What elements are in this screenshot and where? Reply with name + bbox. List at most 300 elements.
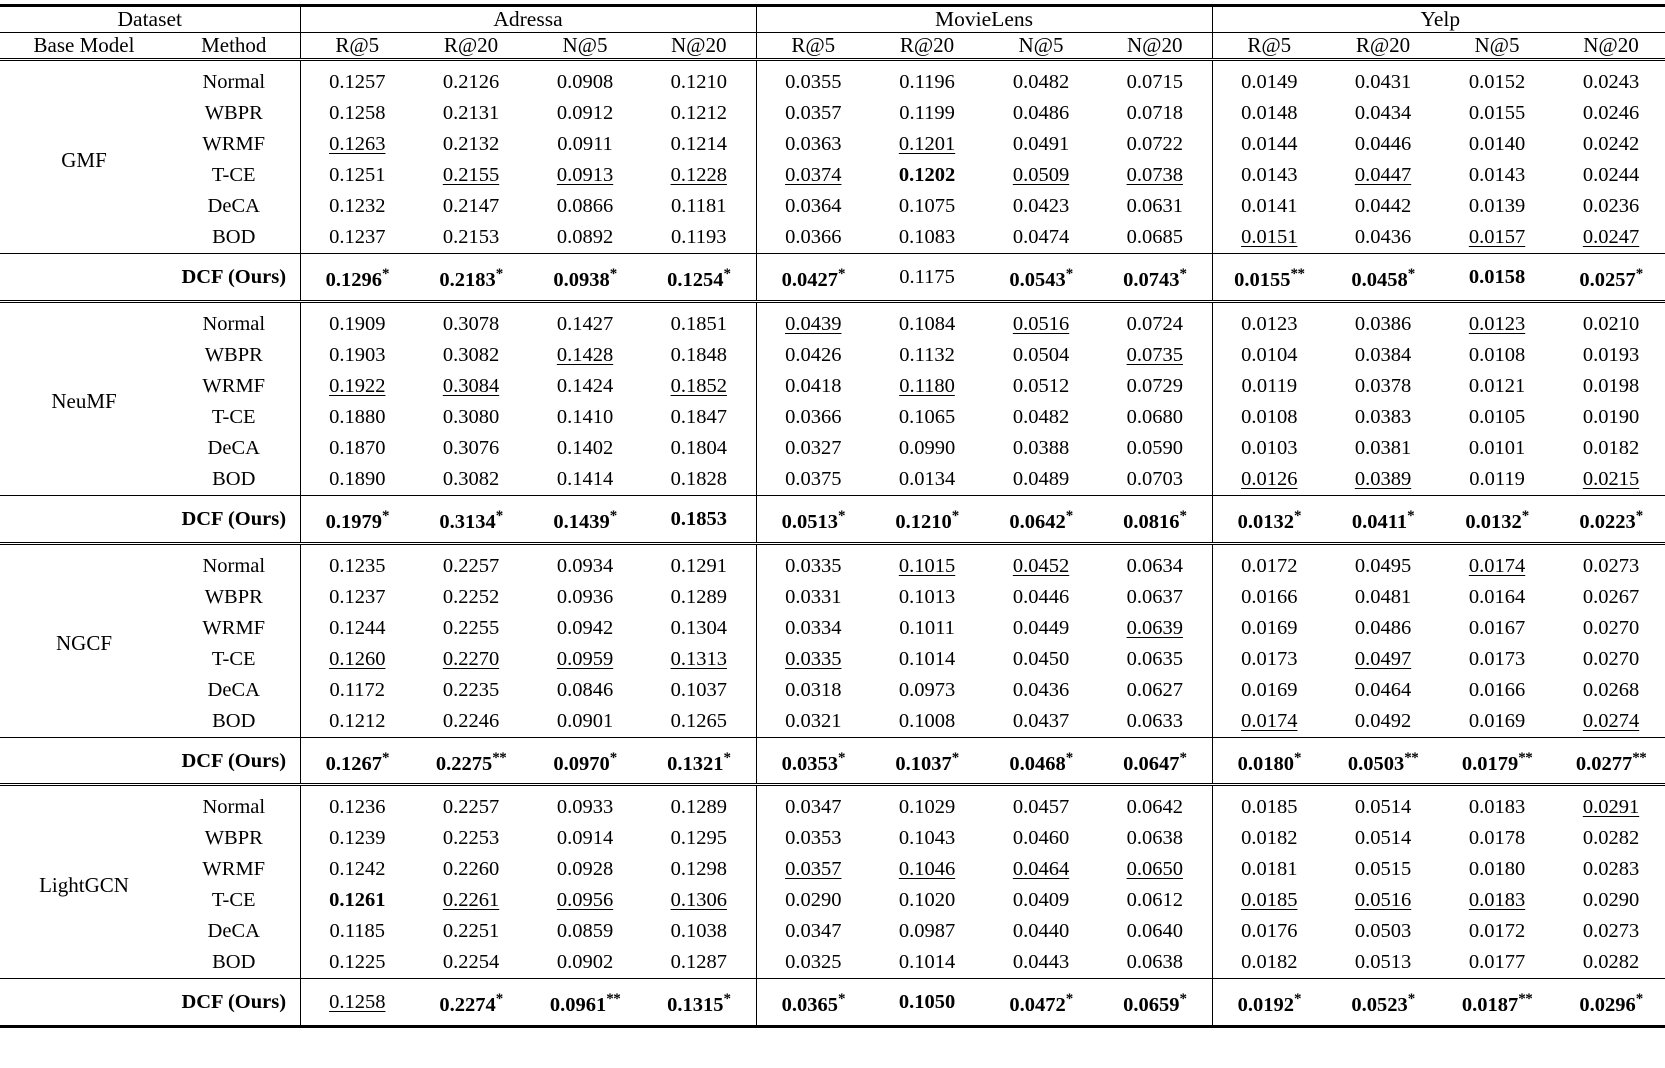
- metric-value: 0.0277: [1575, 752, 1633, 775]
- metric-value: 0.0151: [1241, 226, 1298, 248]
- metric-value: 0.0183: [1468, 796, 1526, 819]
- metric-cell: [984, 885, 1098, 916]
- metric-value: 0.0169: [1241, 616, 1298, 639]
- significance-marker: *: [1635, 507, 1643, 524]
- metric-value: 0.0180: [1237, 752, 1294, 775]
- method-cell-ours: DCF (Ours): [168, 254, 300, 302]
- metric-value: 0.0503: [1347, 752, 1405, 775]
- group-header-yelp: Yelp: [1212, 6, 1665, 33]
- metric-cell: [1440, 916, 1554, 947]
- method-cell: DeCA: [207, 678, 260, 701]
- metric-value: 0.1202: [898, 164, 956, 186]
- metric-cell: [300, 129, 414, 160]
- metric-cell: [1440, 301, 1554, 340]
- metric-value: 0.0446: [1354, 133, 1412, 155]
- metric-value: 0.1903: [329, 343, 386, 366]
- metric-cell: [1440, 191, 1554, 222]
- metric-cell: [984, 60, 1098, 99]
- metric-value: 0.1321: [667, 752, 724, 775]
- metric-value: 0.1210: [670, 71, 727, 93]
- metric-cell: [756, 495, 870, 543]
- metric-value: 0.0296: [1579, 994, 1636, 1017]
- metric-value: 0.0257: [1579, 268, 1636, 291]
- metric-cell: [414, 706, 528, 738]
- metric-cell: [1554, 675, 1665, 706]
- metric-cell: [984, 644, 1098, 675]
- metric-cell: [1554, 543, 1665, 582]
- metric-value: 0.0148: [1241, 102, 1298, 124]
- metric-cell: [1440, 675, 1554, 706]
- metric-cell: [1326, 222, 1440, 254]
- metric-value: 0.0437: [1012, 709, 1070, 732]
- metric-cell: [1554, 785, 1665, 824]
- metric-value: 0.1212: [670, 102, 727, 124]
- metric-value: 0.0355: [785, 71, 842, 93]
- metric-cell: [1098, 371, 1212, 402]
- significance-marker: *: [1407, 266, 1415, 282]
- significance-marker: *: [837, 991, 845, 1008]
- metric-cell: [1554, 854, 1665, 885]
- method-cell: T-CE: [211, 164, 256, 186]
- metric-cell: [1098, 98, 1212, 129]
- significance-marker: *: [381, 266, 389, 282]
- metric-value: 0.0290: [785, 889, 842, 912]
- metric-cell: [1212, 613, 1326, 644]
- metric-cell: [642, 371, 756, 402]
- metric-value: 0.0236: [1582, 195, 1640, 217]
- metric-cell: [300, 737, 414, 785]
- metric-value: 0.0126: [1241, 467, 1298, 490]
- metric-value: 0.1193: [670, 226, 727, 248]
- metric-value: 0.0961: [549, 994, 607, 1017]
- significance-marker: *: [495, 507, 503, 524]
- method-cell: Normal: [168, 301, 300, 340]
- metric-value: 0.1258: [329, 102, 386, 124]
- metric-cell: [528, 979, 642, 1027]
- metric-cell: [1212, 433, 1326, 464]
- metric-value: 0.1046: [898, 858, 956, 881]
- metric-cell: [528, 613, 642, 644]
- metric-cell: [756, 947, 870, 979]
- metric-cell: [1326, 706, 1440, 738]
- metric-cell: [756, 340, 870, 371]
- metric-value: 0.1075: [898, 195, 956, 217]
- metric-cell: [642, 301, 756, 340]
- metric-cell: [1212, 402, 1326, 433]
- metric-value: 0.0492: [1354, 709, 1412, 732]
- metric-value: 0.0374: [785, 164, 842, 186]
- metric-value: 0.1313: [670, 647, 727, 670]
- table-header: [0, 6, 1665, 60]
- metric-value: 0.0182: [1241, 827, 1298, 850]
- metric-cell: [1554, 916, 1665, 947]
- metric-cell: [984, 191, 1098, 222]
- table-body: [0, 60, 1665, 1027]
- metric-cell: [870, 785, 984, 824]
- metric-header-movielens-n20: N@20: [1098, 33, 1212, 60]
- metric-value: 0.2153: [442, 226, 500, 248]
- metric-cell: [1326, 979, 1440, 1027]
- table-row: [0, 222, 1665, 254]
- metric-value: 0.0659: [1123, 994, 1180, 1017]
- metric-cell: [1554, 301, 1665, 340]
- metric-cell: [528, 160, 642, 191]
- metric-value: 0.1235: [329, 554, 386, 577]
- metric-value: 0.0516: [1012, 312, 1070, 335]
- metric-value: 0.0631: [1126, 195, 1183, 217]
- metric-value: 0.1014: [898, 647, 956, 670]
- metric-value: 0.2260: [442, 858, 500, 881]
- metric-cell: [414, 979, 528, 1027]
- table-row: [0, 340, 1665, 371]
- metric-cell: [414, 916, 528, 947]
- metric-cell: [984, 582, 1098, 613]
- metric-value: 0.0590: [1126, 436, 1183, 459]
- metric-cell: [870, 675, 984, 706]
- metric-value: 0.0633: [1126, 709, 1183, 732]
- metric-cell: [1440, 495, 1554, 543]
- significance-marker: *: [381, 507, 389, 524]
- metric-value: 0.1852: [670, 374, 727, 397]
- metric-value: 0.1084: [898, 312, 956, 335]
- metric-value: 0.1870: [329, 436, 386, 459]
- metric-value: 0.1185: [329, 920, 386, 943]
- metric-value: 0.0183: [1468, 889, 1526, 912]
- metric-value: 0.0738: [1126, 164, 1183, 186]
- metric-value: 0.3078: [442, 312, 500, 335]
- metric-cell: [300, 947, 414, 979]
- method-cell: BOD: [212, 951, 256, 974]
- metric-value: 0.0182: [1582, 436, 1640, 459]
- significance-marker: **: [1518, 749, 1533, 766]
- metric-value: 0.0638: [1126, 951, 1183, 974]
- metric-cell: [1212, 582, 1326, 613]
- metric-cell: [1554, 737, 1665, 785]
- metric-cell: [642, 644, 756, 675]
- metric-value: 0.1295: [670, 827, 727, 850]
- metric-cell: [528, 785, 642, 824]
- metric-value: 0.1132: [899, 343, 955, 366]
- metric-value: 0.1304: [670, 616, 727, 639]
- metric-value: 0.1015: [898, 554, 956, 577]
- metric-value: 0.0179: [1461, 752, 1519, 775]
- metric-cell: [1554, 464, 1665, 496]
- metric-cell: [414, 222, 528, 254]
- metric-cell: [1440, 785, 1554, 824]
- metric-cell: [300, 854, 414, 885]
- table-row: [0, 613, 1665, 644]
- metric-cell: [414, 98, 528, 129]
- metric-value: 0.0101: [1468, 436, 1526, 459]
- metric-cell: [984, 737, 1098, 785]
- metric-cell: [984, 129, 1098, 160]
- table-row: [0, 191, 1665, 222]
- metric-value: 0.0364: [785, 195, 842, 217]
- metric-value: 0.2252: [442, 585, 500, 608]
- metric-cell: [1326, 60, 1440, 99]
- metric-value: 0.0427: [781, 268, 838, 291]
- metric-cell: [1212, 495, 1326, 543]
- metric-value: 0.0388: [1012, 436, 1070, 459]
- metric-value: 0.0274: [1582, 709, 1640, 732]
- metric-value: 0.0933: [556, 796, 614, 819]
- metric-header-row: [0, 33, 1665, 60]
- metric-value: 0.1851: [670, 312, 727, 335]
- metric-value: 0.1013: [898, 585, 956, 608]
- table-row: [0, 433, 1665, 464]
- metric-value: 0.0411: [1351, 510, 1408, 533]
- metric-cell: [528, 737, 642, 785]
- metric-cell: [1212, 129, 1326, 160]
- metric-value: 0.0936: [556, 585, 614, 608]
- method-cell: WRMF: [202, 133, 266, 155]
- metric-value: 0.1029: [898, 796, 956, 819]
- significance-marker: **: [1404, 749, 1419, 766]
- metric-value: 0.1214: [670, 133, 727, 155]
- metric-value: 0.0268: [1582, 678, 1640, 701]
- metric-value: 0.1172: [329, 678, 386, 701]
- method-cell: T-CE: [211, 647, 256, 670]
- metric-cell: [300, 785, 414, 824]
- metric-value: 0.0357: [785, 102, 842, 124]
- metric-cell: [414, 854, 528, 885]
- method-cell: DeCA: [207, 195, 260, 217]
- metric-value: 0.0291: [1582, 796, 1640, 819]
- metric-value: 0.0486: [1354, 616, 1412, 639]
- significance-marker: *: [495, 991, 503, 1008]
- metric-cell: [642, 737, 756, 785]
- metric-cell: [1326, 675, 1440, 706]
- metric-cell: [1440, 340, 1554, 371]
- table-row: [0, 582, 1665, 613]
- significance-marker: **: [606, 991, 621, 1008]
- metric-value: 0.0282: [1582, 827, 1640, 850]
- metric-cell: [642, 706, 756, 738]
- metric-cell: [1212, 979, 1326, 1027]
- significance-marker: *: [1179, 507, 1187, 524]
- metric-cell: [1212, 191, 1326, 222]
- metric-value: 0.0164: [1468, 585, 1526, 608]
- metric-value: 0.0647: [1123, 752, 1180, 775]
- metric-value: 0.0273: [1582, 920, 1640, 943]
- metric-value: 0.2255: [442, 616, 500, 639]
- metric-cell: [984, 402, 1098, 433]
- metric-cell: [1098, 979, 1212, 1027]
- metric-cell: [300, 160, 414, 191]
- metric-cell: [300, 60, 414, 99]
- metric-cell: [1212, 823, 1326, 854]
- metric-header-yelp-n20: N@20: [1554, 33, 1665, 60]
- metric-cell: [528, 916, 642, 947]
- significance-marker: *: [1635, 991, 1643, 1008]
- metric-cell: [528, 706, 642, 738]
- metric-header-adressa-r20: R@20: [414, 33, 528, 60]
- metric-cell: [414, 582, 528, 613]
- metric-value: 0.0152: [1468, 71, 1526, 93]
- metric-value: 0.1427: [556, 312, 614, 335]
- metric-value: 0.1083: [898, 226, 956, 248]
- metric-value: 0.2261: [442, 889, 500, 912]
- metric-cell: [1554, 823, 1665, 854]
- table-row: [0, 947, 1665, 979]
- metric-cell: [300, 191, 414, 222]
- metric-cell: [1212, 644, 1326, 675]
- metric-cell: [756, 785, 870, 824]
- metric-value: 0.0426: [785, 343, 842, 366]
- metric-value: 0.0273: [1582, 554, 1640, 577]
- metric-cell: [528, 947, 642, 979]
- table-row-ours: [0, 495, 1665, 543]
- metric-value: 0.0172: [1241, 554, 1298, 577]
- metric-value: 0.0912: [556, 102, 614, 124]
- metric-value: 0.0169: [1241, 678, 1298, 701]
- metric-value: 0.0743: [1123, 268, 1180, 291]
- metric-value: 0.1008: [898, 709, 956, 732]
- significance-marker: *: [1179, 266, 1187, 282]
- metric-value: 0.0270: [1582, 647, 1640, 670]
- metric-value: 0.0934: [556, 554, 614, 577]
- table-row: [0, 371, 1665, 402]
- significance-marker: *: [1293, 991, 1301, 1008]
- metric-value: 0.0318: [785, 678, 842, 701]
- metric-cell: [1098, 613, 1212, 644]
- metric-header-movielens-r20: R@20: [870, 33, 984, 60]
- metric-cell: [528, 495, 642, 543]
- metric-cell: [1326, 885, 1440, 916]
- metric-cell: [1326, 191, 1440, 222]
- significance-marker: *: [1065, 266, 1073, 282]
- metric-cell: [1098, 823, 1212, 854]
- metric-value: 0.0267: [1582, 585, 1640, 608]
- table-row: [0, 885, 1665, 916]
- significance-marker: *: [1065, 507, 1073, 524]
- method-cell: BOD: [212, 709, 256, 732]
- metric-value: 0.0987: [898, 920, 956, 943]
- metric-value: 0.0685: [1126, 226, 1183, 248]
- metric-value: 0.0637: [1126, 585, 1183, 608]
- metric-value: 0.0141: [1241, 195, 1298, 217]
- metric-value: 0.0635: [1126, 647, 1183, 670]
- metric-value: 0.0140: [1468, 133, 1526, 155]
- metric-cell: [1440, 254, 1554, 302]
- significance-marker: *: [495, 266, 503, 282]
- metric-value: 0.0325: [785, 951, 842, 974]
- metric-value: 0.0174: [1468, 554, 1526, 577]
- metric-value: 0.0389: [1354, 467, 1412, 490]
- metric-value: 0.0169: [1468, 709, 1526, 732]
- metric-value: 0.0913: [556, 164, 614, 186]
- metric-cell: [414, 191, 528, 222]
- metric-value: 0.0504: [1012, 343, 1070, 366]
- metric-value: 0.0378: [1354, 374, 1412, 397]
- metric-cell: [1098, 160, 1212, 191]
- metric-cell: [1554, 582, 1665, 613]
- metric-value: 0.1239: [329, 827, 386, 850]
- metric-value: 0.0715: [1126, 71, 1183, 93]
- metric-value: 0.0242: [1582, 133, 1640, 155]
- metric-value: 0.2132: [442, 133, 500, 155]
- metric-cell: [984, 947, 1098, 979]
- metric-cell: [870, 885, 984, 916]
- method-cell-ours: DCF (Ours): [168, 495, 300, 543]
- significance-marker: *: [723, 991, 731, 1008]
- metric-value: 0.1296: [325, 268, 382, 291]
- metric-cell: [1212, 854, 1326, 885]
- metric-cell: [756, 433, 870, 464]
- metric-value: 0.0185: [1241, 796, 1298, 819]
- metric-cell: [1554, 222, 1665, 254]
- method-header-label: Method: [168, 33, 300, 60]
- metric-value: 0.0185: [1241, 889, 1298, 912]
- method-cell-ours: DCF (Ours): [168, 737, 300, 785]
- metric-cell: [756, 129, 870, 160]
- metric-cell: [1440, 222, 1554, 254]
- metric-cell: [528, 191, 642, 222]
- metric-cell: [984, 254, 1098, 302]
- metric-value: 0.1424: [556, 374, 614, 397]
- metric-value: 0.0449: [1012, 616, 1070, 639]
- method-cell: Normal: [168, 785, 300, 824]
- metric-value: 0.0282: [1582, 951, 1640, 974]
- metric-value: 0.0366: [785, 405, 842, 428]
- metric-value: 0.1228: [670, 164, 727, 186]
- metric-cell: [870, 613, 984, 644]
- metric-value: 0.3082: [442, 467, 500, 490]
- metric-cell: [870, 916, 984, 947]
- metric-value: 0.0516: [1354, 889, 1412, 912]
- metric-cell: [642, 785, 756, 824]
- metric-cell: [984, 916, 1098, 947]
- metric-value: 0.0460: [1012, 827, 1070, 850]
- metric-cell: [414, 543, 528, 582]
- metric-cell: [1440, 60, 1554, 99]
- metric-cell: [1554, 979, 1665, 1027]
- metric-value: 0.0182: [1241, 951, 1298, 974]
- metric-value: 0.0121: [1468, 374, 1526, 397]
- metric-cell: [642, 433, 756, 464]
- metric-cell: [414, 433, 528, 464]
- metric-value: 0.0509: [1012, 164, 1070, 186]
- metric-value: 0.0347: [785, 796, 842, 819]
- metric-value: 0.1439: [553, 510, 610, 533]
- significance-marker: *: [837, 749, 845, 766]
- metric-cell: [1098, 129, 1212, 160]
- metric-cell: [984, 301, 1098, 340]
- metric-value: 0.1289: [670, 796, 727, 819]
- metric-value: 0.0132: [1237, 510, 1294, 533]
- metric-value: 0.0482: [1012, 405, 1070, 428]
- metric-value: 0.0513: [1354, 951, 1412, 974]
- metric-cell: [300, 254, 414, 302]
- metric-cell: [1212, 706, 1326, 738]
- significance-marker: *: [609, 266, 617, 282]
- base-model-cell: NeuMF: [0, 301, 168, 495]
- metric-value: 0.0157: [1468, 226, 1526, 248]
- metric-value: 0.0134: [898, 467, 956, 490]
- metric-cell: [756, 916, 870, 947]
- metric-value: 0.0187: [1461, 994, 1519, 1017]
- metric-cell: [1098, 885, 1212, 916]
- significance-marker: **: [1632, 749, 1647, 766]
- metric-value: 0.0167: [1468, 616, 1526, 639]
- metric-value: 0.0155: [1468, 102, 1526, 124]
- metric-value: 0.0892: [556, 226, 614, 248]
- metric-cell: [300, 823, 414, 854]
- metric-cell: [300, 98, 414, 129]
- metric-value: 0.0246: [1582, 102, 1640, 124]
- metric-value: 0.0491: [1012, 133, 1070, 155]
- metric-value: 0.1251: [329, 164, 386, 186]
